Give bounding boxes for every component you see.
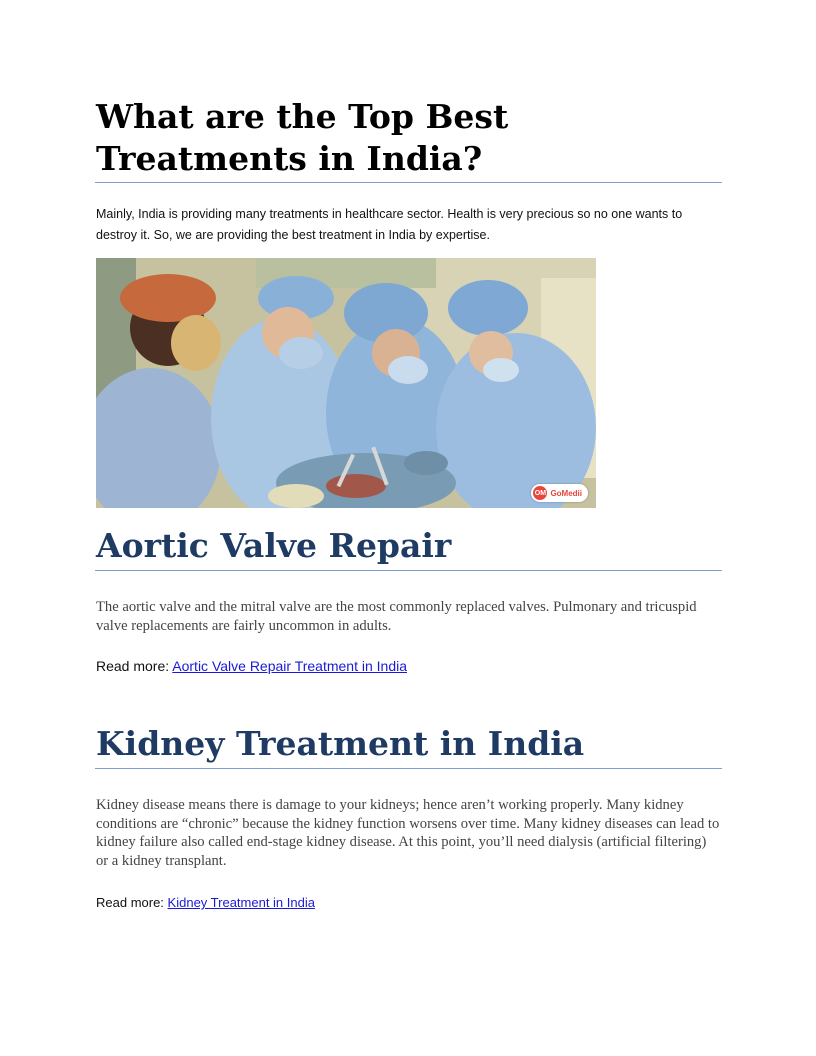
surgery-photo xyxy=(96,258,596,508)
title-underline xyxy=(95,182,722,183)
section-heading-aortic: Aortic Valve Repair xyxy=(96,526,452,565)
section-body-kidney: Kidney disease means there is damage to your kidneys; hence aren’t working properly. Many kidney conditions are “chronic” because the kidney function worsens over time. Many kidney diseases can lead to kidney failure also called end-stage kidney disease. At this point, you’ll need dialysis (artificial filtering) or a kidney transplant. xyxy=(96,797,720,869)
gomedii-watermark xyxy=(531,484,588,502)
intro-paragraph: Mainly, India is providing many treatments in healthcare sector. Health is very precious so no one wants to destroy it. So, we are providing the best treatment in India by expertise. xyxy=(96,207,683,242)
section-heading-kidney: Kidney Treatment in India xyxy=(96,724,585,763)
aortic-valve-repair-link[interactable]: Aortic Valve Repair Treatment in India xyxy=(172,658,408,674)
read-more-label: Read more: xyxy=(96,658,173,674)
section-body-aortic: The aortic valve and the mitral valve are the most commonly replaced valves. Pulmonary and tricuspid valve replacements are fairly uncommon in adults. xyxy=(96,599,697,634)
gomedii-logo-icon: OM xyxy=(533,486,547,500)
read-more-kidney xyxy=(96,894,315,912)
surgery-illustration xyxy=(96,258,596,508)
read-more-aortic xyxy=(96,657,407,675)
page-title: What are the Top Best Treatments in India? xyxy=(96,97,509,178)
read-more-label: Read more: xyxy=(96,895,168,910)
section-underline-kidney xyxy=(95,768,722,769)
section-underline-aortic xyxy=(95,570,722,571)
kidney-treatment-link[interactable]: Kidney Treatment in India xyxy=(167,895,315,910)
watermark-text: GoMedii xyxy=(550,488,582,498)
